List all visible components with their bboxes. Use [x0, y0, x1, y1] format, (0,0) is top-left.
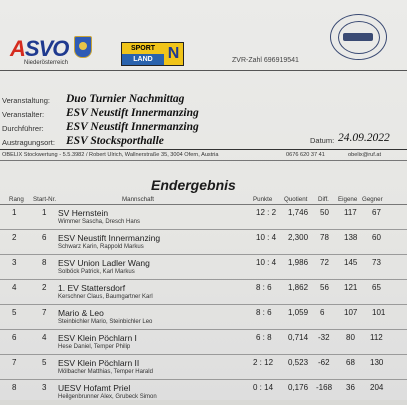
- gegner-cell: 101: [372, 308, 386, 317]
- info-value: ESV Neustift Innermanzing: [66, 107, 199, 119]
- punkte-cell: 10 : 4: [256, 258, 277, 267]
- eigene-cell: 68: [346, 358, 355, 367]
- players-cell: Wimmer Sascha, Dresch Hans: [58, 219, 141, 225]
- startnr-cell: 7: [42, 308, 47, 317]
- gegner-cell: 204: [370, 383, 384, 392]
- diff-cell: 56: [320, 283, 329, 292]
- eigene-cell: 80: [346, 333, 355, 342]
- eigene-cell: 107: [344, 308, 358, 317]
- players-cell: Hese Daniel, Temper Philip: [58, 344, 131, 350]
- players-cell: Solböck Patrick, Karl Markus: [58, 269, 135, 275]
- diff-cell: 72: [320, 258, 329, 267]
- gegner-cell: 112: [370, 333, 383, 342]
- team-cell: ESV Neustift Innermanzing: [58, 233, 161, 243]
- asvo-logo-text: SVO: [24, 36, 69, 61]
- punkte-cell: 0 : 14: [253, 383, 274, 392]
- table-row: [0, 305, 407, 330]
- column-rang: Rang: [9, 196, 24, 203]
- gegner-cell: 67: [372, 208, 381, 217]
- info-value: Duo Turnier Nachmittag: [66, 93, 185, 105]
- column-eigene: Eigene: [338, 196, 358, 203]
- quotient-cell: 0,523: [288, 358, 309, 367]
- team-cell: ESV Klein Pöchlarn II: [58, 358, 140, 368]
- diff-cell: 78: [320, 233, 329, 242]
- rang-cell: 5: [12, 308, 17, 317]
- lower-austria-crest-icon: [74, 36, 92, 58]
- punkte-cell: 8 : 6: [256, 283, 272, 292]
- info-value: ESV Neustift Innermanzing: [66, 121, 199, 133]
- table-row: [0, 380, 407, 405]
- team-cell: ESV Union Ladler Wang: [58, 258, 150, 268]
- diff-cell: -32: [318, 333, 330, 342]
- startnr-cell: 8: [42, 258, 47, 267]
- asvo-subtitle: Niederösterreich: [24, 60, 69, 66]
- sportland-top: SPORT: [122, 43, 164, 54]
- rang-cell: 2: [12, 233, 17, 242]
- rang-cell: 8: [12, 383, 17, 392]
- punkte-cell: 2 : 12: [253, 358, 274, 367]
- table-row: [0, 280, 407, 305]
- column-mannschaft: Mannschaft: [122, 196, 154, 203]
- players-cell: Schwarz Karin, Rappold Markus: [58, 244, 144, 250]
- diff-cell: -168: [316, 383, 333, 392]
- address-divider: [0, 160, 407, 161]
- punkte-cell: 8 : 6: [256, 308, 272, 317]
- table-row: [0, 255, 407, 280]
- table-row: [0, 230, 407, 255]
- quotient-cell: 2,300: [288, 233, 309, 242]
- players-cell: Mölbacher Matthias, Temper Harald: [58, 369, 153, 375]
- gegner-cell: 130: [370, 358, 384, 367]
- club-seal-icon: [330, 14, 387, 60]
- gegner-cell: 73: [372, 258, 381, 267]
- diff-cell: -62: [318, 358, 330, 367]
- startnr-cell: 3: [42, 383, 47, 392]
- date-label: Datum:: [310, 136, 335, 145]
- quotient-cell: 0,714: [288, 333, 309, 342]
- phone-number: 0676 620 37 41: [286, 152, 325, 158]
- team-cell: UESV Hofamt Priel: [58, 383, 131, 393]
- asvo-logo: ASVO Niederösterreich: [10, 36, 69, 66]
- eigene-cell: 117: [344, 208, 357, 217]
- players-cell: Heilgenbrunner Alex, Grubeck Simon: [58, 394, 157, 400]
- info-divider: [0, 149, 407, 150]
- startnr-cell: 6: [42, 233, 47, 242]
- info-label: Durchführer:: [2, 124, 44, 133]
- sportland-bottom: LAND: [122, 54, 164, 65]
- punkte-cell: 6 : 8: [256, 333, 272, 342]
- gegner-cell: 60: [372, 233, 381, 242]
- rang-cell: 1: [12, 208, 17, 217]
- header-divider: [0, 70, 407, 71]
- startnr-cell: 1: [42, 208, 47, 217]
- rang-cell: 3: [12, 258, 17, 267]
- startnr-cell: 4: [42, 333, 47, 342]
- diff-cell: 6: [320, 308, 325, 317]
- team-cell: 1. EV Stattersdorf: [58, 283, 126, 293]
- rang-cell: 7: [12, 358, 17, 367]
- eigene-cell: 145: [344, 258, 358, 267]
- column-diff: Diff.: [318, 196, 329, 203]
- column-punkte: Punkte: [253, 196, 273, 203]
- column-startnr: Start-Nr.: [33, 196, 57, 203]
- startnr-cell: 2: [42, 283, 47, 292]
- info-row-organizer: [0, 107, 407, 121]
- column-gegner: Gegner: [362, 196, 383, 203]
- eigene-cell: 36: [346, 383, 355, 392]
- date-value: 24.09.2022: [338, 132, 390, 144]
- zvr-number: ZVR-Zahl 696919541: [232, 57, 299, 64]
- sportland-mark: N: [164, 43, 183, 65]
- info-label: Veranstaltung:: [2, 96, 50, 105]
- team-cell: ESV Klein Pöchlarn I: [58, 333, 137, 343]
- punkte-cell: 12 : 2: [256, 208, 277, 217]
- sportland-logo: [121, 42, 184, 66]
- team-cell: SV Hernstein: [58, 208, 109, 218]
- eigene-cell: 138: [344, 233, 358, 242]
- software-address: OBELIX Stockwertung - 5.5.3982 / Robert Ulrich, Wallnerstraße 35, 3004 Ofern, Austria: [2, 152, 219, 158]
- players-cell: Kerschner Claus, Baumgartner Karl: [58, 294, 153, 300]
- rang-cell: 6: [12, 333, 17, 342]
- info-value: ESV Stocksporthalle: [66, 135, 164, 147]
- diff-cell: 50: [320, 208, 329, 217]
- team-cell: Mario & Leo: [58, 308, 104, 318]
- column-quotient: Quotient: [284, 196, 308, 203]
- eigene-cell: 121: [344, 283, 358, 292]
- email-address: obelix@ruf.at: [348, 152, 382, 158]
- table-row: [0, 205, 407, 230]
- quotient-cell: 1,986: [288, 258, 309, 267]
- gegner-cell: 65: [372, 283, 381, 292]
- info-row-event: [0, 93, 407, 107]
- players-cell: Steinbichler Mario, Steinbichler Leo: [58, 319, 153, 325]
- quotient-cell: 1,746: [288, 208, 309, 217]
- punkte-cell: 10 : 4: [256, 233, 277, 242]
- rang-cell: 4: [12, 283, 17, 292]
- table-row: [0, 330, 407, 355]
- info-label: Austragungsort:: [2, 138, 55, 147]
- results-title: Endergebnis: [151, 177, 236, 193]
- table-row: [0, 355, 407, 380]
- quotient-cell: 1,862: [288, 283, 309, 292]
- quotient-cell: 0,176: [288, 383, 309, 392]
- startnr-cell: 5: [42, 358, 47, 367]
- quotient-cell: 1,059: [288, 308, 309, 317]
- info-label: Veranstalter:: [2, 110, 45, 119]
